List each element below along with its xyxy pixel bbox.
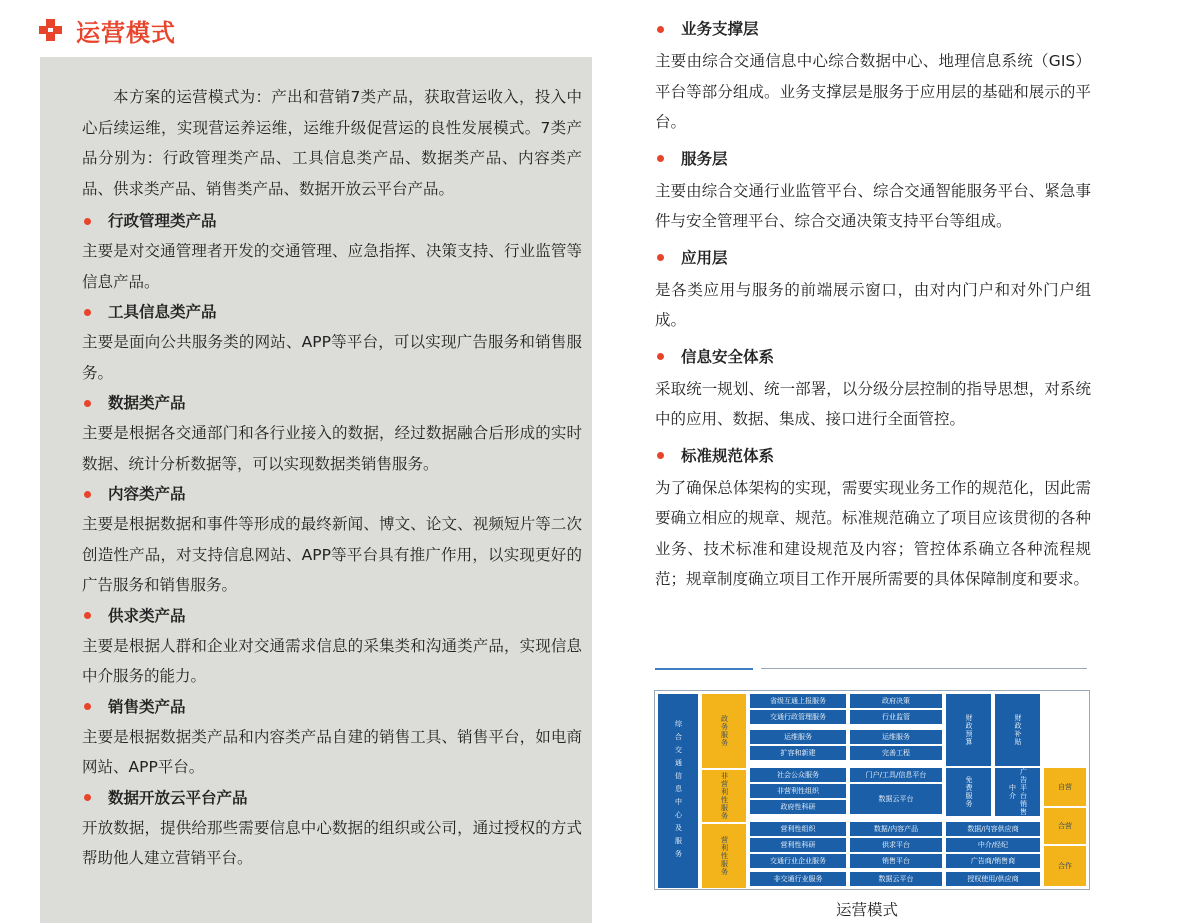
section-application-layer bbox=[655, 243, 1091, 336]
bullet-icon bbox=[657, 26, 664, 33]
page-header bbox=[36, 14, 176, 46]
col4-item: 数据/内容供应商 bbox=[946, 822, 1040, 836]
section-title: 数据类产品 bbox=[108, 394, 186, 412]
ad-platform-agency: 广告平台销售中介 bbox=[995, 768, 1040, 816]
section-body: 开放数据，提供给那些需要信息中心数据的组织或公司，通过授权的方式帮助他人建立营销平台。 bbox=[82, 818, 582, 867]
divider bbox=[655, 668, 1087, 670]
free-service: 免费服务 bbox=[946, 768, 991, 816]
col1-item: 省级互通上报服务 bbox=[750, 694, 846, 708]
section-body: 主要是根据数据类产品和内容类产品自建的销售工具、销售平台，如电商网站、APP平台。 bbox=[82, 727, 582, 776]
bullet-icon bbox=[84, 794, 91, 801]
section-body: 主要是对交通管理者开发的交通管理、应急指挥、决策支持、行业监管等信息产品。 bbox=[82, 242, 582, 291]
section-body: 主要是根据数据和事件等形成的最终新闻、博文、论文、视频短片等二次创造性产品，对支持信息网站、APP等平台具有推广作用，以实现更好的广告服务和销售服务。 bbox=[82, 515, 582, 594]
intro-paragraph: 本方案的运营模式为：产出和营销7类产品，获取营运收入，投入中心后续运维，实现营运养运维，运维升级促营运的良性发展模式。7类产品分别为：行政管理类产品、工具信息类产品、数据类产品、内容类产品、供求类产品、销售类产品、数据开放云平台产品。 bbox=[82, 88, 582, 198]
col4-item: 中介/经纪 bbox=[946, 838, 1040, 852]
section-security-system bbox=[655, 342, 1091, 435]
col2-item: 供求平台 bbox=[850, 838, 942, 852]
col1-item: 扩容和新建 bbox=[750, 746, 846, 760]
col2-item: 政府决策 bbox=[850, 694, 942, 708]
col2-item: 数据/内容产品 bbox=[850, 822, 942, 836]
group-profit-service: 营利性服务 bbox=[702, 824, 746, 888]
operation-mode-diagram bbox=[654, 690, 1090, 890]
col1-item: 运维服务 bbox=[750, 730, 846, 744]
col2-item: 行业监管 bbox=[850, 710, 942, 724]
mode-self-operated: 自营 bbox=[1044, 768, 1086, 806]
col1-item: 非营利性组织 bbox=[750, 784, 846, 798]
col2-item: 完善工程 bbox=[850, 746, 942, 760]
bullet-icon bbox=[657, 353, 664, 360]
col4-item: 授权使用/供应商 bbox=[946, 872, 1040, 886]
section-title: 业务支撑层 bbox=[681, 20, 759, 38]
section-supply-products bbox=[82, 601, 582, 692]
finance-subsidy: 财政补贴 bbox=[995, 694, 1040, 766]
section-title: 信息安全体系 bbox=[681, 347, 775, 366]
bullet-icon bbox=[84, 703, 91, 710]
section-standards-system bbox=[655, 441, 1091, 595]
section-title: 工具信息类产品 bbox=[108, 303, 217, 321]
left-content bbox=[82, 82, 582, 874]
right-content bbox=[655, 14, 1091, 601]
center-block: 综合交通信息中心及服务 bbox=[658, 694, 698, 888]
col1-item: 营利性科研 bbox=[750, 838, 846, 852]
diagram-caption: 运营模式 bbox=[836, 901, 899, 919]
section-admin-products bbox=[82, 206, 582, 297]
bullet-icon bbox=[84, 218, 91, 225]
col4-item: 广告商/销售商 bbox=[946, 854, 1040, 868]
bullet-icon bbox=[657, 452, 664, 459]
col1-item: 交通行政管理服务 bbox=[750, 710, 846, 724]
group-nonprofit-service: 非营利性服务 bbox=[702, 770, 746, 822]
section-title: 内容类产品 bbox=[108, 485, 186, 503]
bullet-icon bbox=[84, 309, 91, 316]
section-body: 主要是根据人群和企业对交通需求信息的采集类和沟通类产品，实现信息中介服务的能力。 bbox=[82, 636, 582, 685]
section-body: 采取统一规划、统一部署，以分级分层控制的指导思想，对系统中的应用、数据、集成、接口进行全面管控。 bbox=[655, 379, 1091, 428]
bullet-icon bbox=[84, 400, 91, 407]
section-body: 是各类应用与服务的前端展示窗口，由对内门户和对外门户组成。 bbox=[655, 280, 1091, 329]
section-title: 服务层 bbox=[681, 149, 728, 168]
col1-item: 非交通行业服务 bbox=[750, 872, 846, 886]
col1-item: 社会公众服务 bbox=[750, 768, 846, 782]
col2-item: 门户/工具/信息平台 bbox=[850, 768, 942, 782]
cross-icon bbox=[36, 17, 66, 43]
mode-joint-operated: 合营 bbox=[1044, 808, 1086, 844]
section-title: 销售类产品 bbox=[108, 697, 186, 716]
section-body: 为了确保总体架构的实现，需要实现业务工作的规范化，因此需要确立相应的规章、规范。标准规范确立了项目应该贯彻的各种业务、技术标准和建设规范及内容；管控体系确立各种流程规范；规章制度确立项目工作开展所需要的具体保障制度和要求。 bbox=[655, 478, 1091, 588]
section-content-products bbox=[82, 479, 582, 601]
section-body: 主要由综合交通信息中心综合数据中心、地理信息系统（GIS）平台等部分组成。业务支撑层是服务于应用层的基础和展示的平台。 bbox=[655, 52, 1091, 131]
col2-item: 运维服务 bbox=[850, 730, 942, 744]
col2-item: 数据云平台 bbox=[850, 784, 942, 814]
section-data-products bbox=[82, 388, 582, 479]
section-business-support bbox=[655, 14, 1091, 138]
section-body: 主要由综合交通行业监管平台、综合交通智能服务平台、紧急事件与安全管理平台、综合交通决策支持平台等组成。 bbox=[655, 181, 1091, 230]
col1-item: 营利性组织 bbox=[750, 822, 846, 836]
section-body: 主要是根据各交通部门和各行业接入的数据，经过数据融合后形成的实时数据、统计分析数据等，可以实现数据类销售服务。 bbox=[82, 424, 582, 473]
bullet-icon bbox=[657, 254, 664, 261]
section-title: 供求类产品 bbox=[108, 606, 186, 625]
finance-budget: 财政预算 bbox=[946, 694, 991, 766]
bullet-icon bbox=[84, 491, 91, 498]
section-title: 数据开放云平台产品 bbox=[108, 788, 248, 807]
section-tool-products bbox=[82, 297, 582, 388]
section-body: 主要是面向公共服务类的网站、APP等平台，可以实现广告服务和销售服务。 bbox=[82, 333, 582, 382]
section-service-layer bbox=[655, 144, 1091, 237]
section-title: 行政管理类产品 bbox=[108, 212, 217, 230]
col1-item: 交通行业企业服务 bbox=[750, 854, 846, 868]
section-open-cloud-products bbox=[82, 783, 582, 874]
section-title: 标准规范体系 bbox=[681, 446, 775, 465]
section-sales-products bbox=[82, 692, 582, 783]
section-title: 应用层 bbox=[681, 248, 728, 267]
mode-cooperation: 合作 bbox=[1044, 846, 1086, 886]
bullet-icon bbox=[657, 155, 664, 162]
page-title: 运营模式 bbox=[76, 18, 176, 47]
col1-item: 政府性科研 bbox=[750, 800, 846, 814]
col2-item: 数据云平台 bbox=[850, 872, 942, 886]
bullet-icon bbox=[84, 612, 91, 619]
col2-item: 销售平台 bbox=[850, 854, 942, 868]
group-gov-service: 政务服务 bbox=[702, 694, 746, 768]
